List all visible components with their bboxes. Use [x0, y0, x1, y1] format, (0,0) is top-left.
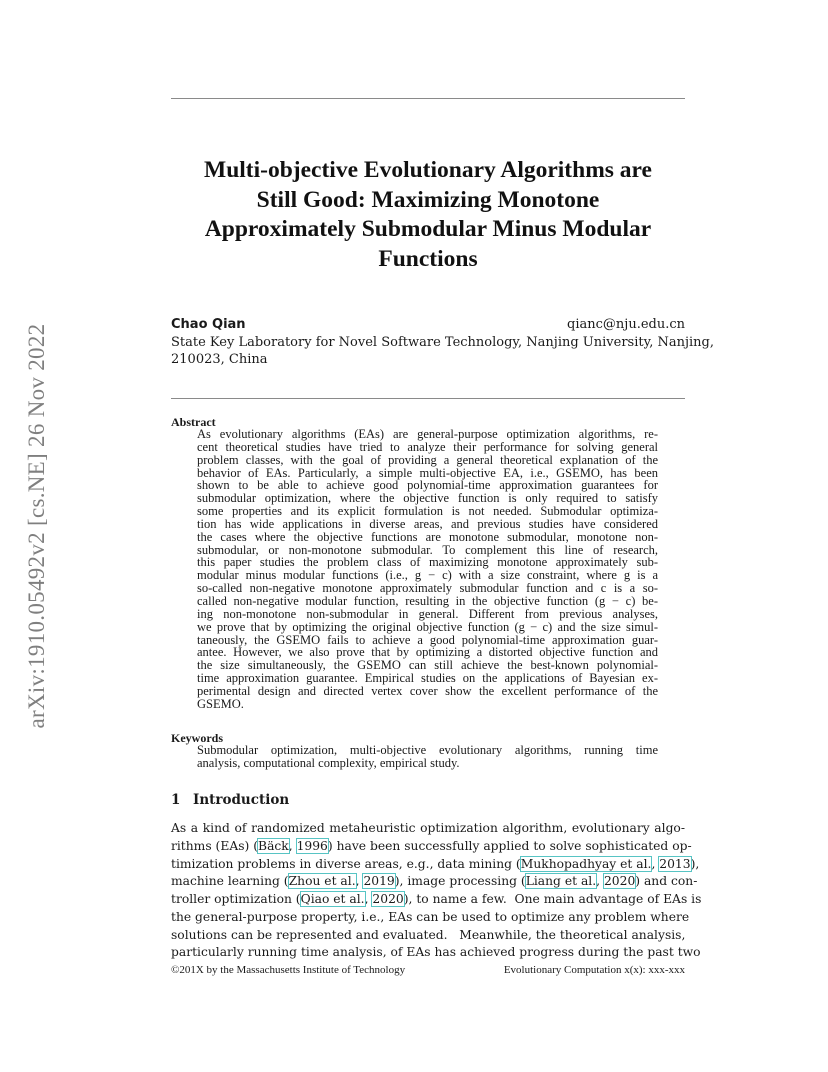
- introduction-text: timization problems in diverse areas, e.g., data mining (: [171, 856, 521, 871]
- introduction-line: [171, 856, 700, 874]
- introduction-text: ) and con-: [635, 874, 698, 889]
- arxiv-identifier-stamp: arXiv:1910.05492v2 [cs.NE] 26 Nov 2022: [24, 323, 49, 729]
- introduction-line: [171, 873, 698, 891]
- introduction-text: troller optimization (: [171, 892, 301, 906]
- abstract-line: shown to be able to achieve good polynomial-time approximation guarantees for: [197, 478, 658, 493]
- author-affiliation: State Key Laboratory for Novel Software Technology, Nanjing University, Nanjing,: [171, 334, 714, 350]
- introduction-line: [171, 838, 692, 856]
- section-rule: [171, 398, 685, 399]
- introduction-text: ,: [288, 838, 297, 853]
- introduction-text: ,: [355, 874, 364, 889]
- abstract-heading: Abstract: [171, 415, 216, 429]
- header-rule: [171, 98, 685, 99]
- abstract-line: taneously, the GSEMO fails to achieve a good polynomial-time approximation guar-: [197, 632, 658, 647]
- abstract-line: the cases where the objective functions are monotone submodular, monotone non-: [197, 529, 658, 544]
- abstract-line: antee. However, we also prove that by optimizing a distorted objective function and: [197, 645, 658, 660]
- introduction-text: ,: [596, 874, 604, 889]
- abstract-line: perimental design and directed vertex cover show the excellent performance of the: [197, 683, 658, 698]
- citation-link[interactable]: Liang et al.: [525, 874, 597, 889]
- paper-title: [171, 156, 685, 274]
- introduction-text: machine learning (: [171, 874, 289, 889]
- introduction-text: the general-purpose property, i.e., EAs can be used to optimize any problem where: [171, 909, 690, 924]
- abstract-line: ing non-monotone non-submodular in general. Different from previous analyses,: [197, 606, 658, 621]
- section-number: 1: [171, 792, 181, 808]
- keywords-line: Submodular optimization, multi-objective evolutionary algorithms, running time: [197, 743, 658, 757]
- section-title: Introduction: [193, 792, 290, 808]
- abstract-line: the size simultaneously, the GSEMO can still achieve the best-known polynomial-: [197, 658, 658, 673]
- citation-link[interactable]: Zhou et al.: [288, 874, 356, 889]
- abstract-line: GSEMO.: [197, 696, 244, 711]
- introduction-line: [171, 927, 685, 945]
- abstract-line: called non-negative modular function, resulting in the objective function (g − c) be-: [197, 593, 658, 608]
- section-heading-introduction: [171, 792, 289, 808]
- author-name: Chao Qian: [171, 317, 246, 332]
- abstract-line: modular minus modular functions (i.e., g − c) with a size constraint, where g is a: [197, 568, 658, 583]
- abstract-body: [197, 428, 658, 711]
- introduction-text: ,: [364, 892, 373, 906]
- citation-link[interactable]: Mukhopadhyay et al.: [520, 856, 652, 871]
- abstract-line: behavior of EAs. Particularly, a simple multi-objective EA, i.e., GSEMO, has been: [197, 465, 658, 480]
- introduction-line: [171, 944, 701, 962]
- title-line: Functions: [378, 245, 478, 272]
- abstract-line: submodular optimization, where the objective function is only required to satisfy: [197, 491, 658, 506]
- abstract-line: some properties and its explicit formulation is not needed. Submodular optimiza-: [197, 504, 658, 519]
- introduction-text: ),: [690, 856, 700, 871]
- citation-link[interactable]: 2013: [659, 856, 691, 871]
- title-line: Approximately Submodular Minus Modular: [204, 216, 652, 242]
- footer-journal-info: Evolutionary Computation x(x): xxx-xxx: [503, 964, 685, 976]
- abstract-line: so-called non-negative monotone approximately submodular function and c is a so-: [197, 581, 658, 596]
- citation-link[interactable]: 2020: [603, 874, 636, 889]
- abstract-line: we prove that by optimizing the original objective function (g − c) and the size simul-: [197, 619, 658, 634]
- introduction-text: ), to name a few. One main advantage of EAs is: [403, 892, 702, 906]
- abstract-line: this paper studies the problem class of maximizing monotone approximately sub-: [197, 555, 658, 570]
- abstract-line: As evolutionary algorithms (EAs) are general-purpose optimization algorithms, re-: [197, 427, 658, 441]
- abstract-line: problem classes, with the goal of providing a general theoretical explanation of the: [197, 452, 658, 467]
- introduction-text: rithms (EAs) (: [171, 838, 259, 853]
- title-line: Still Good: Maximizing Monotone: [256, 186, 600, 213]
- author-line: [171, 316, 685, 334]
- introduction-body: [171, 820, 702, 962]
- author-block: [171, 316, 714, 369]
- introduction-text: solutions can be represented and evaluated. Meanwhile, the theoretical analysis,: [171, 927, 686, 942]
- footer-copyright: ©201X by the Massachusetts Institute of Technology: [171, 964, 406, 976]
- citation-link[interactable]: 1996: [296, 838, 328, 853]
- abstract-line: submodular, or non-monotone submodular. To complement this line of research,: [197, 542, 658, 557]
- citation-link[interactable]: 2019: [363, 874, 395, 889]
- introduction-line: [171, 820, 685, 838]
- keywords-heading: Keywords: [171, 731, 223, 745]
- abstract-line: cent theoretical studies have tried to analyze their performance for solving general: [197, 439, 658, 454]
- introduction-text: particularly running time analysis, of EAs has achieved progress during the past two: [171, 945, 701, 960]
- citation-link[interactable]: Bäck: [258, 838, 289, 853]
- abstract-line: time approximation guarantee. Empirical studies on the applications of Bayesian ex-: [197, 671, 658, 686]
- introduction-text: As a kind of randomized metaheuristic optimization algorithm, evolutionary algo-: [171, 821, 685, 835]
- introduction-text: ,: [651, 856, 660, 871]
- citation-link[interactable]: Qiao et al.: [300, 892, 365, 906]
- keywords-line: analysis, computational complexity, empirical study.: [197, 756, 460, 770]
- author-email: qianc@nju.edu.cn: [567, 317, 685, 332]
- author-affiliation: 210023, China: [171, 352, 268, 367]
- introduction-text: ) have been successfully applied to solve sophisticated op-: [327, 838, 692, 853]
- introduction-line: [171, 891, 702, 909]
- citation-link[interactable]: 2020: [372, 892, 404, 906]
- title-line: Multi-objective Evolutionary Algorithms are: [204, 157, 652, 183]
- keywords-body: [197, 744, 658, 770]
- introduction-line: [171, 909, 690, 927]
- introduction-text: ), image processing (: [394, 874, 526, 889]
- abstract-line: tion has wide applications in diverse areas, and previous studies have considered: [197, 516, 658, 531]
